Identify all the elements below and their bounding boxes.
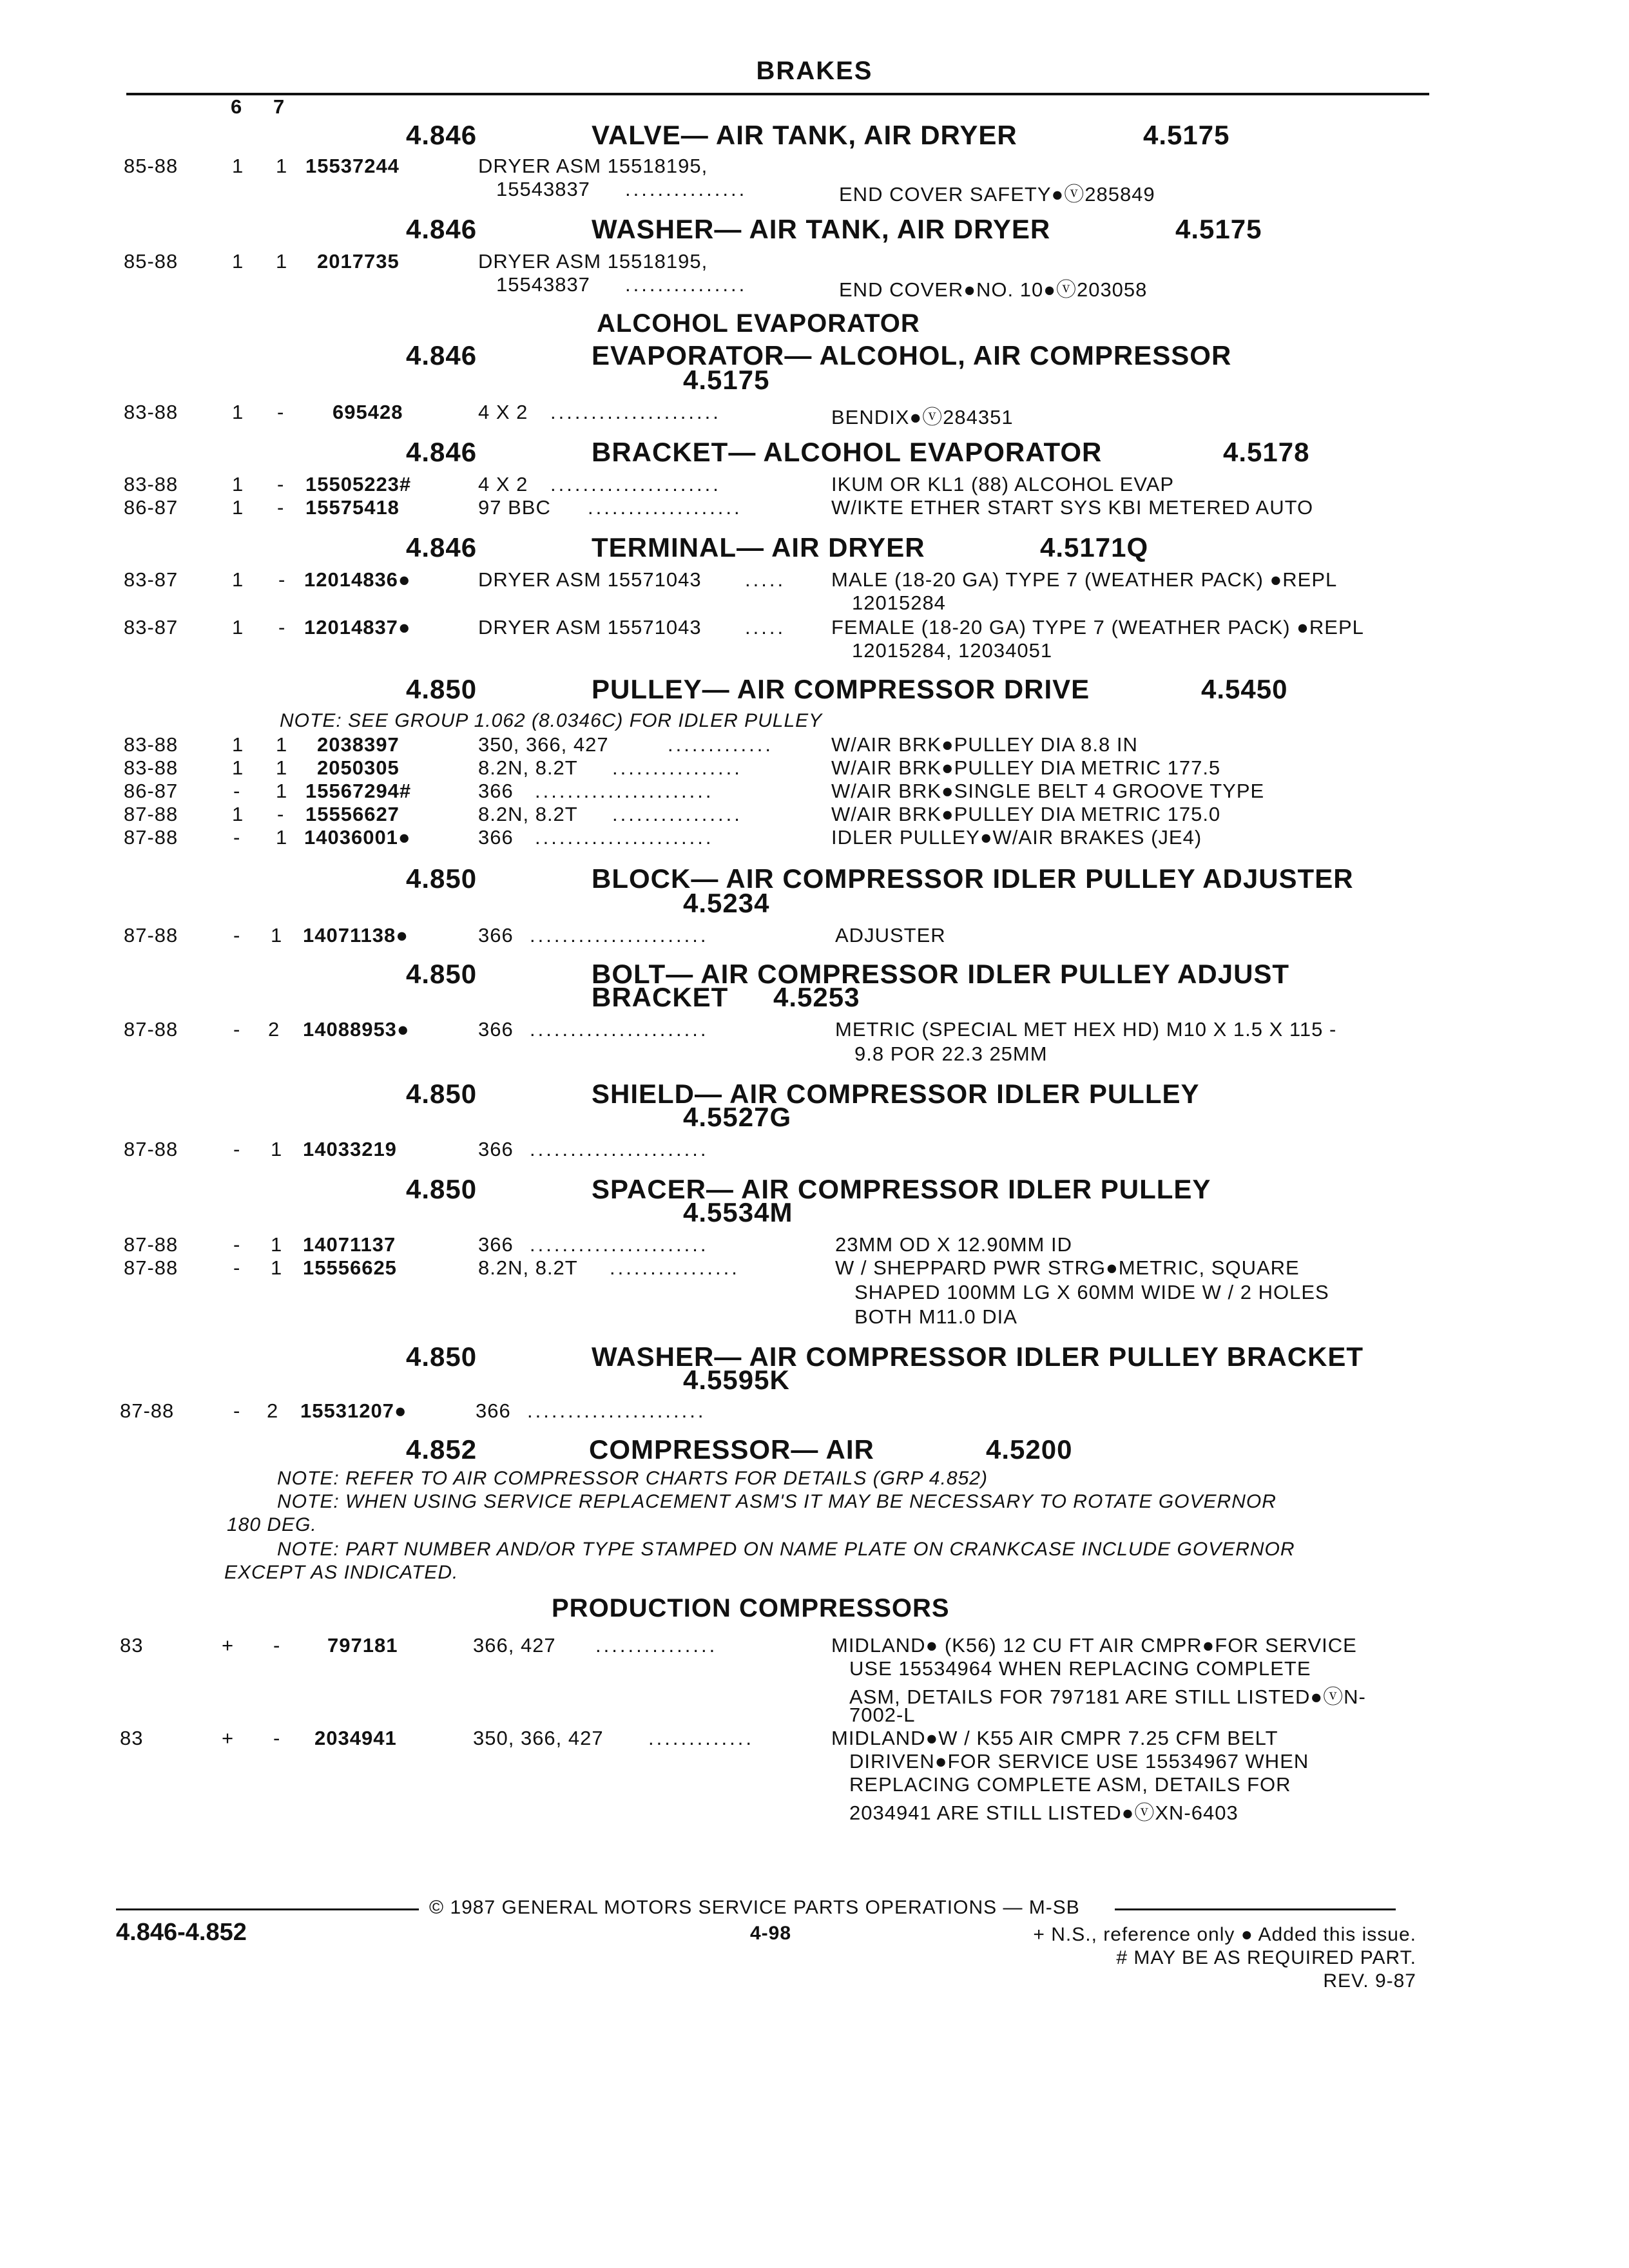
leader-dots: ............... bbox=[625, 178, 747, 200]
part-name-line2: BRACKET bbox=[592, 982, 729, 1012]
qty-6: - bbox=[233, 1256, 241, 1279]
model-years: 83-87 bbox=[124, 568, 178, 591]
part-code: 4.5171Q bbox=[1040, 532, 1149, 562]
part-description-line3: REPLACING COMPLETE ASM, DETAILS FOR bbox=[849, 1773, 1291, 1796]
part-number: 15575418 bbox=[305, 496, 400, 519]
qty-7: 1 bbox=[271, 1233, 283, 1256]
qty-6: 1 bbox=[232, 473, 244, 495]
model-years: 87-88 bbox=[124, 1018, 178, 1041]
part-code: 4.5175 bbox=[1175, 214, 1262, 244]
group-number: 4.846 bbox=[406, 120, 477, 150]
part-description-line3: BOTH M11.0 DIA bbox=[854, 1305, 1017, 1328]
part-number: 2038397 bbox=[317, 733, 400, 756]
model-info: 8.2N, 8.2T bbox=[478, 756, 578, 779]
part-name: BLOCK— AIR COMPRESSOR IDLER PULLEY ADJUSTER bbox=[592, 863, 1354, 894]
part-description-line2: USE 15534964 WHEN REPLACING COMPLETE bbox=[849, 1657, 1311, 1680]
model-years: 85-88 bbox=[124, 250, 178, 273]
qty-6: - bbox=[233, 1018, 241, 1041]
model-years: 87-88 bbox=[124, 1138, 178, 1160]
model-info: DRYER ASM 15571043 bbox=[478, 568, 702, 591]
part-description: END COVER SAFETY●ⓥ285849 bbox=[839, 183, 1155, 206]
part-name: BOLT— AIR COMPRESSOR IDLER PULLEY ADJUST bbox=[592, 959, 1290, 989]
qty-7: - bbox=[277, 496, 285, 519]
model-info-line2: 15543837 bbox=[496, 273, 590, 296]
page-number: 4-98 bbox=[750, 1923, 792, 1944]
qty-7: - bbox=[277, 803, 285, 825]
page-title: BRAKES bbox=[756, 57, 873, 85]
model-years: 83-88 bbox=[124, 401, 178, 423]
model-info-line2: 15543837 bbox=[496, 178, 590, 200]
part-number: 12014837● bbox=[304, 616, 411, 639]
leader-dots: ...................... bbox=[530, 924, 709, 947]
part-number: 2017735 bbox=[317, 250, 400, 273]
leader-dots: ...................... bbox=[530, 1138, 709, 1160]
leader-dots: ..... bbox=[745, 616, 786, 639]
model-years: 86-87 bbox=[124, 780, 178, 802]
group-number: 4.846 bbox=[406, 532, 477, 562]
group-number: 4.850 bbox=[406, 959, 477, 989]
part-name: BRACKET— ALCOHOL EVAPORATOR bbox=[592, 437, 1103, 467]
part-description-line2: DIRIVEN●FOR SERVICE USE 15534967 WHEN bbox=[849, 1750, 1309, 1773]
model-info: 366, 427 bbox=[473, 1634, 556, 1657]
model-info: 366 bbox=[478, 1138, 514, 1160]
section-note-cont: EXCEPT AS INDICATED. bbox=[224, 1562, 459, 1583]
model-info: 366 bbox=[478, 780, 514, 802]
part-description-line2: SHAPED 100MM LG X 60MM WIDE W / 2 HOLES bbox=[854, 1281, 1329, 1303]
page-range: 4.846-4.852 bbox=[116, 1919, 247, 1946]
part-description: IKUM OR KL1 (88) ALCOHOL EVAP bbox=[831, 473, 1175, 495]
section-note: NOTE: REFER TO AIR COMPRESSOR CHARTS FOR DETAILS (GRP 4.852) bbox=[277, 1468, 988, 1489]
leader-dots: ................ bbox=[612, 756, 742, 779]
leader-dots: ..... bbox=[745, 568, 786, 591]
model-years: 83 bbox=[120, 1727, 144, 1749]
part-code: 4.5234 bbox=[683, 888, 770, 918]
part-code: 4.5534M bbox=[683, 1197, 793, 1227]
group-number: 4.852 bbox=[406, 1434, 477, 1465]
part-description: MIDLAND●W / K55 AIR CMPR 7.25 CFM BELT bbox=[831, 1727, 1278, 1749]
leader-dots: ..................... bbox=[550, 473, 721, 495]
qty-7: 1 bbox=[276, 733, 288, 756]
qty-7: 1 bbox=[276, 250, 288, 273]
part-number: 14071138● bbox=[303, 924, 409, 947]
qty-7: 1 bbox=[271, 1256, 283, 1279]
part-description: MALE (18-20 GA) TYPE 7 (WEATHER PACK) ●REPL bbox=[831, 568, 1338, 591]
part-code: 4.5253 bbox=[773, 982, 860, 1012]
part-number: 15556625 bbox=[303, 1256, 397, 1279]
model-years: 83-88 bbox=[124, 733, 178, 756]
part-number: 14088953● bbox=[303, 1018, 410, 1041]
qty-7: 1 bbox=[276, 155, 288, 177]
model-years: 87-88 bbox=[124, 924, 178, 947]
leader-dots: ...................... bbox=[535, 780, 714, 802]
part-code: 4.5175 bbox=[683, 365, 770, 395]
part-description: BENDIX●ⓥ284351 bbox=[831, 406, 1014, 428]
model-info: 366 bbox=[476, 1399, 511, 1422]
part-description: MIDLAND● (K56) 12 CU FT AIR CMPR●FOR SERVICE bbox=[831, 1634, 1357, 1657]
part-code: 4.5450 bbox=[1201, 674, 1288, 704]
qty-7: - bbox=[273, 1634, 281, 1657]
part-description: IDLER PULLEY●W/AIR BRAKES (JE4) bbox=[831, 826, 1202, 849]
header-rule bbox=[126, 93, 1429, 95]
part-name: VALVE— AIR TANK, AIR DRYER bbox=[592, 120, 1017, 150]
part-description: METRIC (SPECIAL MET HEX HD) M10 X 1.5 X 115 - bbox=[835, 1018, 1337, 1041]
part-code: 4.5595K bbox=[683, 1365, 790, 1395]
group-number: 4.846 bbox=[406, 214, 477, 244]
part-number: 15567294# bbox=[305, 780, 412, 802]
leader-dots: ............. bbox=[668, 733, 773, 756]
qty-6: + bbox=[222, 1634, 235, 1657]
leader-dots: ................... bbox=[588, 496, 742, 519]
model-years: 86-87 bbox=[124, 496, 178, 519]
legend-line-1: + N.S., reference only ● Added this issue. bbox=[1033, 1924, 1416, 1945]
qty-6: 1 bbox=[232, 401, 244, 423]
part-name: EVAPORATOR— ALCOHOL, AIR COMPRESSOR bbox=[592, 340, 1232, 370]
legend-line-2: # MAY BE AS REQUIRED PART. bbox=[1116, 1947, 1416, 1968]
leader-dots: ...................... bbox=[535, 826, 714, 849]
part-description: W/AIR BRK●SINGLE BELT 4 GROOVE TYPE bbox=[831, 780, 1265, 802]
part-description: W / SHEPPARD PWR STRG●METRIC, SQUARE bbox=[835, 1256, 1300, 1279]
part-number: 12014836● bbox=[304, 568, 411, 591]
model-info: DRYER ASM 15518195, bbox=[478, 155, 708, 177]
qty-6: 1 bbox=[232, 756, 244, 779]
part-description-line4: 2034941 ARE STILL LISTED●ⓥXN-6403 bbox=[849, 1802, 1239, 1824]
part-name: COMPRESSOR— AIR bbox=[589, 1434, 874, 1465]
part-description-line2: 12015284, 12034051 bbox=[852, 639, 1053, 662]
part-code: 4.5527G bbox=[683, 1102, 792, 1132]
qty-6: 1 bbox=[232, 616, 244, 639]
part-number: 797181 bbox=[327, 1634, 398, 1657]
footer-rule-left bbox=[116, 1908, 419, 1910]
leader-dots: ...................... bbox=[530, 1018, 709, 1041]
group-number: 4.850 bbox=[406, 1341, 477, 1372]
part-number: 14071137 bbox=[303, 1233, 396, 1256]
part-number: 695428 bbox=[333, 401, 403, 423]
part-description: W/AIR BRK●PULLEY DIA METRIC 177.5 bbox=[831, 756, 1221, 779]
model-years: 87-88 bbox=[124, 803, 178, 825]
qty-6: - bbox=[233, 1399, 241, 1422]
model-info: DRYER ASM 15571043 bbox=[478, 616, 702, 639]
qty-6: 1 bbox=[232, 155, 244, 177]
qty-6: - bbox=[233, 826, 241, 849]
part-description-line2: 9.8 POR 22.3 25MM bbox=[854, 1043, 1048, 1065]
qty-7: 2 bbox=[268, 1018, 280, 1041]
qty-7: 2 bbox=[267, 1399, 279, 1422]
part-description: 23MM OD X 12.90MM ID bbox=[835, 1233, 1072, 1256]
model-years: 87-88 bbox=[120, 1399, 175, 1422]
section-note: NOTE: PART NUMBER AND/OR TYPE STAMPED ON NAME PLATE ON CRANKCASE INCLUDE GOVERNOR bbox=[277, 1539, 1295, 1560]
part-name: PULLEY— AIR COMPRESSOR DRIVE bbox=[592, 674, 1090, 704]
subheading-alcohol-evaporator: ALCOHOL EVAPORATOR bbox=[597, 309, 920, 338]
part-description-line3: ASM, DETAILS FOR 797181 ARE STILL LISTED●ⓥN- bbox=[849, 1686, 1366, 1708]
part-number: 15556627 bbox=[305, 803, 400, 825]
qty-7: - bbox=[278, 568, 286, 591]
qty-6: 1 bbox=[232, 733, 244, 756]
model-info: 366 bbox=[478, 826, 514, 849]
part-description: END COVER●NO. 10●ⓥ203058 bbox=[839, 278, 1148, 301]
qty-6: - bbox=[233, 1233, 241, 1256]
model-years: 83-88 bbox=[124, 473, 178, 495]
part-description: W/IKTE ETHER START SYS KBI METERED AUTO bbox=[831, 496, 1314, 519]
leader-dots: ............. bbox=[648, 1727, 754, 1749]
qty-7: - bbox=[277, 473, 285, 495]
model-info: 366 bbox=[478, 924, 514, 947]
model-years: 87-88 bbox=[124, 1256, 178, 1279]
model-info: 97 BBC bbox=[478, 496, 551, 519]
qty-6: 1 bbox=[232, 250, 244, 273]
part-number: 14033219 bbox=[303, 1138, 397, 1160]
part-name: WASHER— AIR COMPRESSOR IDLER PULLEY BRACKET bbox=[592, 1341, 1364, 1372]
subheading-production-compressors: PRODUCTION COMPRESSORS bbox=[552, 1594, 950, 1622]
leader-dots: ...................... bbox=[530, 1233, 709, 1256]
model-years: 87-88 bbox=[124, 1233, 178, 1256]
group-number: 4.850 bbox=[406, 674, 477, 704]
qty-7: 1 bbox=[276, 756, 288, 779]
model-info: 4 X 2 bbox=[478, 473, 528, 495]
group-number: 4.850 bbox=[406, 1174, 477, 1204]
model-info: 350, 366, 427 bbox=[478, 733, 609, 756]
model-info: 4 X 2 bbox=[478, 401, 528, 423]
leader-dots: ................ bbox=[610, 1256, 740, 1279]
model-years: 83 bbox=[120, 1634, 144, 1657]
qty-6: 1 bbox=[232, 803, 244, 825]
part-number: 15537244 bbox=[305, 155, 400, 177]
part-name: SPACER— AIR COMPRESSOR IDLER PULLEY bbox=[592, 1174, 1211, 1204]
part-code: 4.5178 bbox=[1223, 437, 1310, 467]
section-note: NOTE: SEE GROUP 1.062 (8.0346C) FOR IDLER PULLEY bbox=[280, 710, 823, 731]
part-description: ADJUSTER bbox=[835, 924, 946, 947]
qty-6: 1 bbox=[232, 568, 244, 591]
qty-6: + bbox=[222, 1727, 235, 1749]
qty-7: - bbox=[277, 401, 285, 423]
part-number: 2034941 bbox=[314, 1727, 397, 1749]
revision-date: REV. 9-87 bbox=[1323, 1970, 1416, 1992]
leader-dots: ................ bbox=[612, 803, 742, 825]
part-name: TERMINAL— AIR DRYER bbox=[592, 532, 925, 562]
column-6-label: 6 bbox=[231, 95, 242, 118]
model-years: 85-88 bbox=[124, 155, 178, 177]
part-code: 4.5200 bbox=[986, 1434, 1073, 1465]
qty-7: 1 bbox=[271, 1138, 283, 1160]
model-info: 350, 366, 427 bbox=[473, 1727, 604, 1749]
section-note: NOTE: WHEN USING SERVICE REPLACEMENT ASM'S IT MAY BE NECESSARY TO ROTATE GOVERNOR bbox=[277, 1491, 1277, 1512]
copyright-notice: © 1987 GENERAL MOTORS SERVICE PARTS OPERATIONS — M-SB bbox=[429, 1897, 1080, 1918]
group-number: 4.850 bbox=[406, 863, 477, 894]
qty-7: 1 bbox=[276, 780, 288, 802]
part-name: WASHER— AIR TANK, AIR DRYER bbox=[592, 214, 1051, 244]
model-info: 366 bbox=[478, 1018, 514, 1041]
qty-7: 1 bbox=[276, 826, 288, 849]
part-number: 15531207● bbox=[300, 1399, 407, 1422]
qty-6: 1 bbox=[232, 496, 244, 519]
section-note-cont: 180 DEG. bbox=[227, 1514, 317, 1535]
part-number: 14036001● bbox=[304, 826, 411, 849]
leader-dots: ...................... bbox=[527, 1399, 706, 1422]
part-description: W/AIR BRK●PULLEY DIA METRIC 175.0 bbox=[831, 803, 1221, 825]
part-description: W/AIR BRK●PULLEY DIA 8.8 IN bbox=[831, 733, 1138, 756]
model-info: 8.2N, 8.2T bbox=[478, 803, 578, 825]
group-number: 4.846 bbox=[406, 437, 477, 467]
model-info: 8.2N, 8.2T bbox=[478, 1256, 578, 1279]
leader-dots: ............... bbox=[595, 1634, 718, 1657]
model-years: 87-88 bbox=[124, 826, 178, 849]
qty-7: - bbox=[278, 616, 286, 639]
part-code: 4.5175 bbox=[1143, 120, 1230, 150]
qty-6: - bbox=[233, 924, 241, 947]
part-number: 15505223# bbox=[305, 473, 412, 495]
model-years: 83-87 bbox=[124, 616, 178, 639]
qty-6: - bbox=[233, 780, 241, 802]
footer-rule-right bbox=[1115, 1908, 1396, 1910]
part-description: FEMALE (18-20 GA) TYPE 7 (WEATHER PACK) ●REPL bbox=[831, 616, 1364, 639]
part-description-line2: 12015284 bbox=[852, 591, 946, 614]
model-info: 366 bbox=[478, 1233, 514, 1256]
group-number: 4.850 bbox=[406, 1079, 477, 1109]
part-name: SHIELD— AIR COMPRESSOR IDLER PULLEY bbox=[592, 1079, 1200, 1109]
part-number: 2050305 bbox=[317, 756, 400, 779]
part-description-line4: 7002-L bbox=[849, 1704, 916, 1726]
column-7-label: 7 bbox=[273, 95, 285, 118]
qty-7: - bbox=[273, 1727, 281, 1749]
model-info: DRYER ASM 15518195, bbox=[478, 250, 708, 273]
model-years: 83-88 bbox=[124, 756, 178, 779]
leader-dots: ..................... bbox=[550, 401, 721, 423]
leader-dots: ............... bbox=[625, 273, 747, 296]
group-number: 4.846 bbox=[406, 340, 477, 370]
qty-6: - bbox=[233, 1138, 241, 1160]
qty-7: 1 bbox=[271, 924, 283, 947]
